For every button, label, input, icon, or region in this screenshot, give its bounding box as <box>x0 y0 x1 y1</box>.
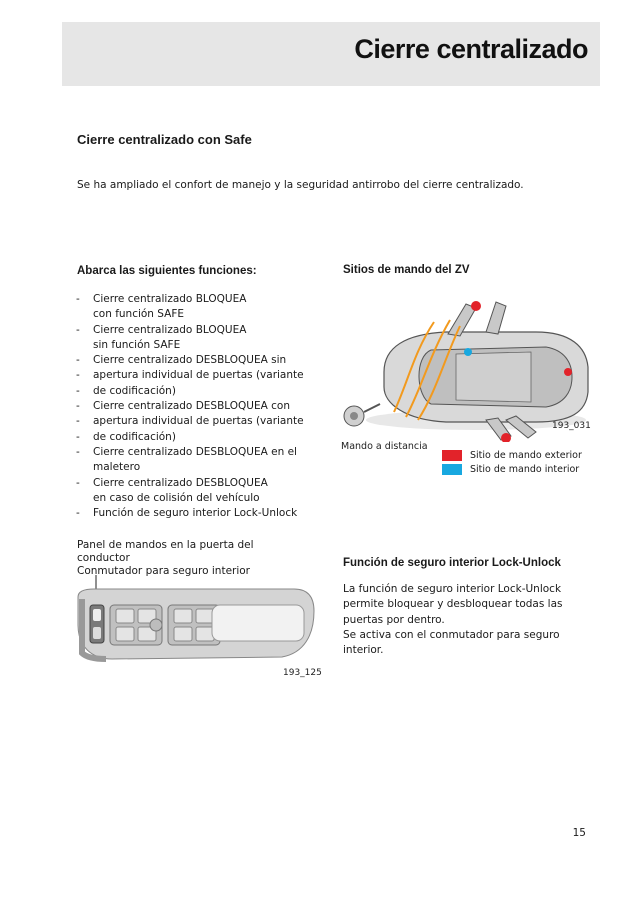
page-title: Cierre centralizado <box>354 34 588 64</box>
lock-unlock-paragraph <box>343 582 583 658</box>
functions-list <box>76 292 336 521</box>
function-item <box>76 430 336 445</box>
page-number: 15 <box>572 827 586 839</box>
legend-interior <box>442 464 579 475</box>
list-dash: - <box>76 507 80 520</box>
function-item <box>76 384 336 399</box>
list-dash: - <box>76 445 80 458</box>
lock-unlock-line: Se activa con el conmutador para seguro <box>343 628 560 641</box>
function-item <box>76 445 336 476</box>
list-dash: - <box>76 354 80 367</box>
function-item-text: Cierre centralizado BLOQUEA sin función SAFE <box>93 323 247 351</box>
list-dash: - <box>76 415 80 428</box>
function-item <box>76 368 336 383</box>
lock-unlock-line: La función de seguro interior Lock-Unlock <box>343 583 562 595</box>
intro-paragraph: Se ha ampliado el confort de manejo y la seguridad antirrobo del cierre centralizado. <box>77 179 524 191</box>
panel-figure-id: 193_125 <box>283 668 322 678</box>
list-dash: - <box>76 293 80 305</box>
remote-label: Mando a distancia <box>341 441 428 452</box>
lock-unlock-heading: Función de seguro interior Lock-Unlock <box>343 557 561 569</box>
functions-heading: Abarca las siguientes funciones: <box>77 265 257 277</box>
list-dash: - <box>76 384 80 397</box>
zv-heading: Sitios de mando del ZV <box>343 264 470 276</box>
function-item-text: Cierre centralizado DESBLOQUEA con <box>93 400 290 413</box>
list-dash: - <box>76 369 80 382</box>
function-item-text: Cierre centralizado DESBLOQUEA en el maletero <box>93 445 297 474</box>
function-item-text: de codificación) <box>93 430 176 443</box>
function-item-text: Cierre centralizado BLOQUEA con función SAFE <box>93 293 247 321</box>
legend-exterior <box>442 450 582 461</box>
panel-caption-line: Panel de mandos en la puerta del <box>77 539 254 551</box>
function-item-text: apertura individual de puertas (variante <box>93 415 304 428</box>
function-item <box>76 414 336 429</box>
function-item <box>76 323 336 354</box>
section-title: Cierre centralizado con Safe <box>77 132 252 147</box>
function-item <box>76 476 336 507</box>
legend-interior-label: Sitio de mando interior <box>470 464 580 475</box>
function-item <box>76 353 336 368</box>
list-dash: - <box>76 430 80 443</box>
function-item-text: de codificación) <box>93 384 176 397</box>
panel-caption-line: conductor <box>77 552 130 564</box>
list-dash: - <box>76 323 80 336</box>
legend-interior-swatch <box>442 464 462 475</box>
lock-unlock-line: permite bloquear y desbloquear todas las <box>343 598 563 611</box>
function-item-text: apertura individual de puertas (variante <box>93 369 304 382</box>
legend-exterior-swatch <box>442 450 462 461</box>
door-panel-diagram <box>72 575 322 667</box>
function-item <box>76 292 336 323</box>
function-item-text: Función de seguro interior Lock-Unlock <box>93 507 298 520</box>
zv-figure-id: 193_031 <box>552 421 591 431</box>
function-item-text: Cierre centralizado DESBLOQUEA sin <box>93 354 287 367</box>
car-diagram <box>336 292 600 442</box>
panel-caption-line: Conmutador para seguro interior <box>77 565 250 577</box>
function-item <box>76 399 336 414</box>
list-dash: - <box>76 400 80 413</box>
lock-unlock-line: puertas por dentro. <box>343 613 445 626</box>
panel-caption <box>77 539 254 578</box>
list-dash: - <box>76 476 80 489</box>
function-item <box>76 506 336 521</box>
lock-unlock-line: interior. <box>343 644 384 657</box>
legend-exterior-label: Sitio de mando exterior <box>470 450 582 461</box>
function-item-text: Cierre centralizado DESBLOQUEA en caso de colisión del vehículo <box>93 476 268 504</box>
